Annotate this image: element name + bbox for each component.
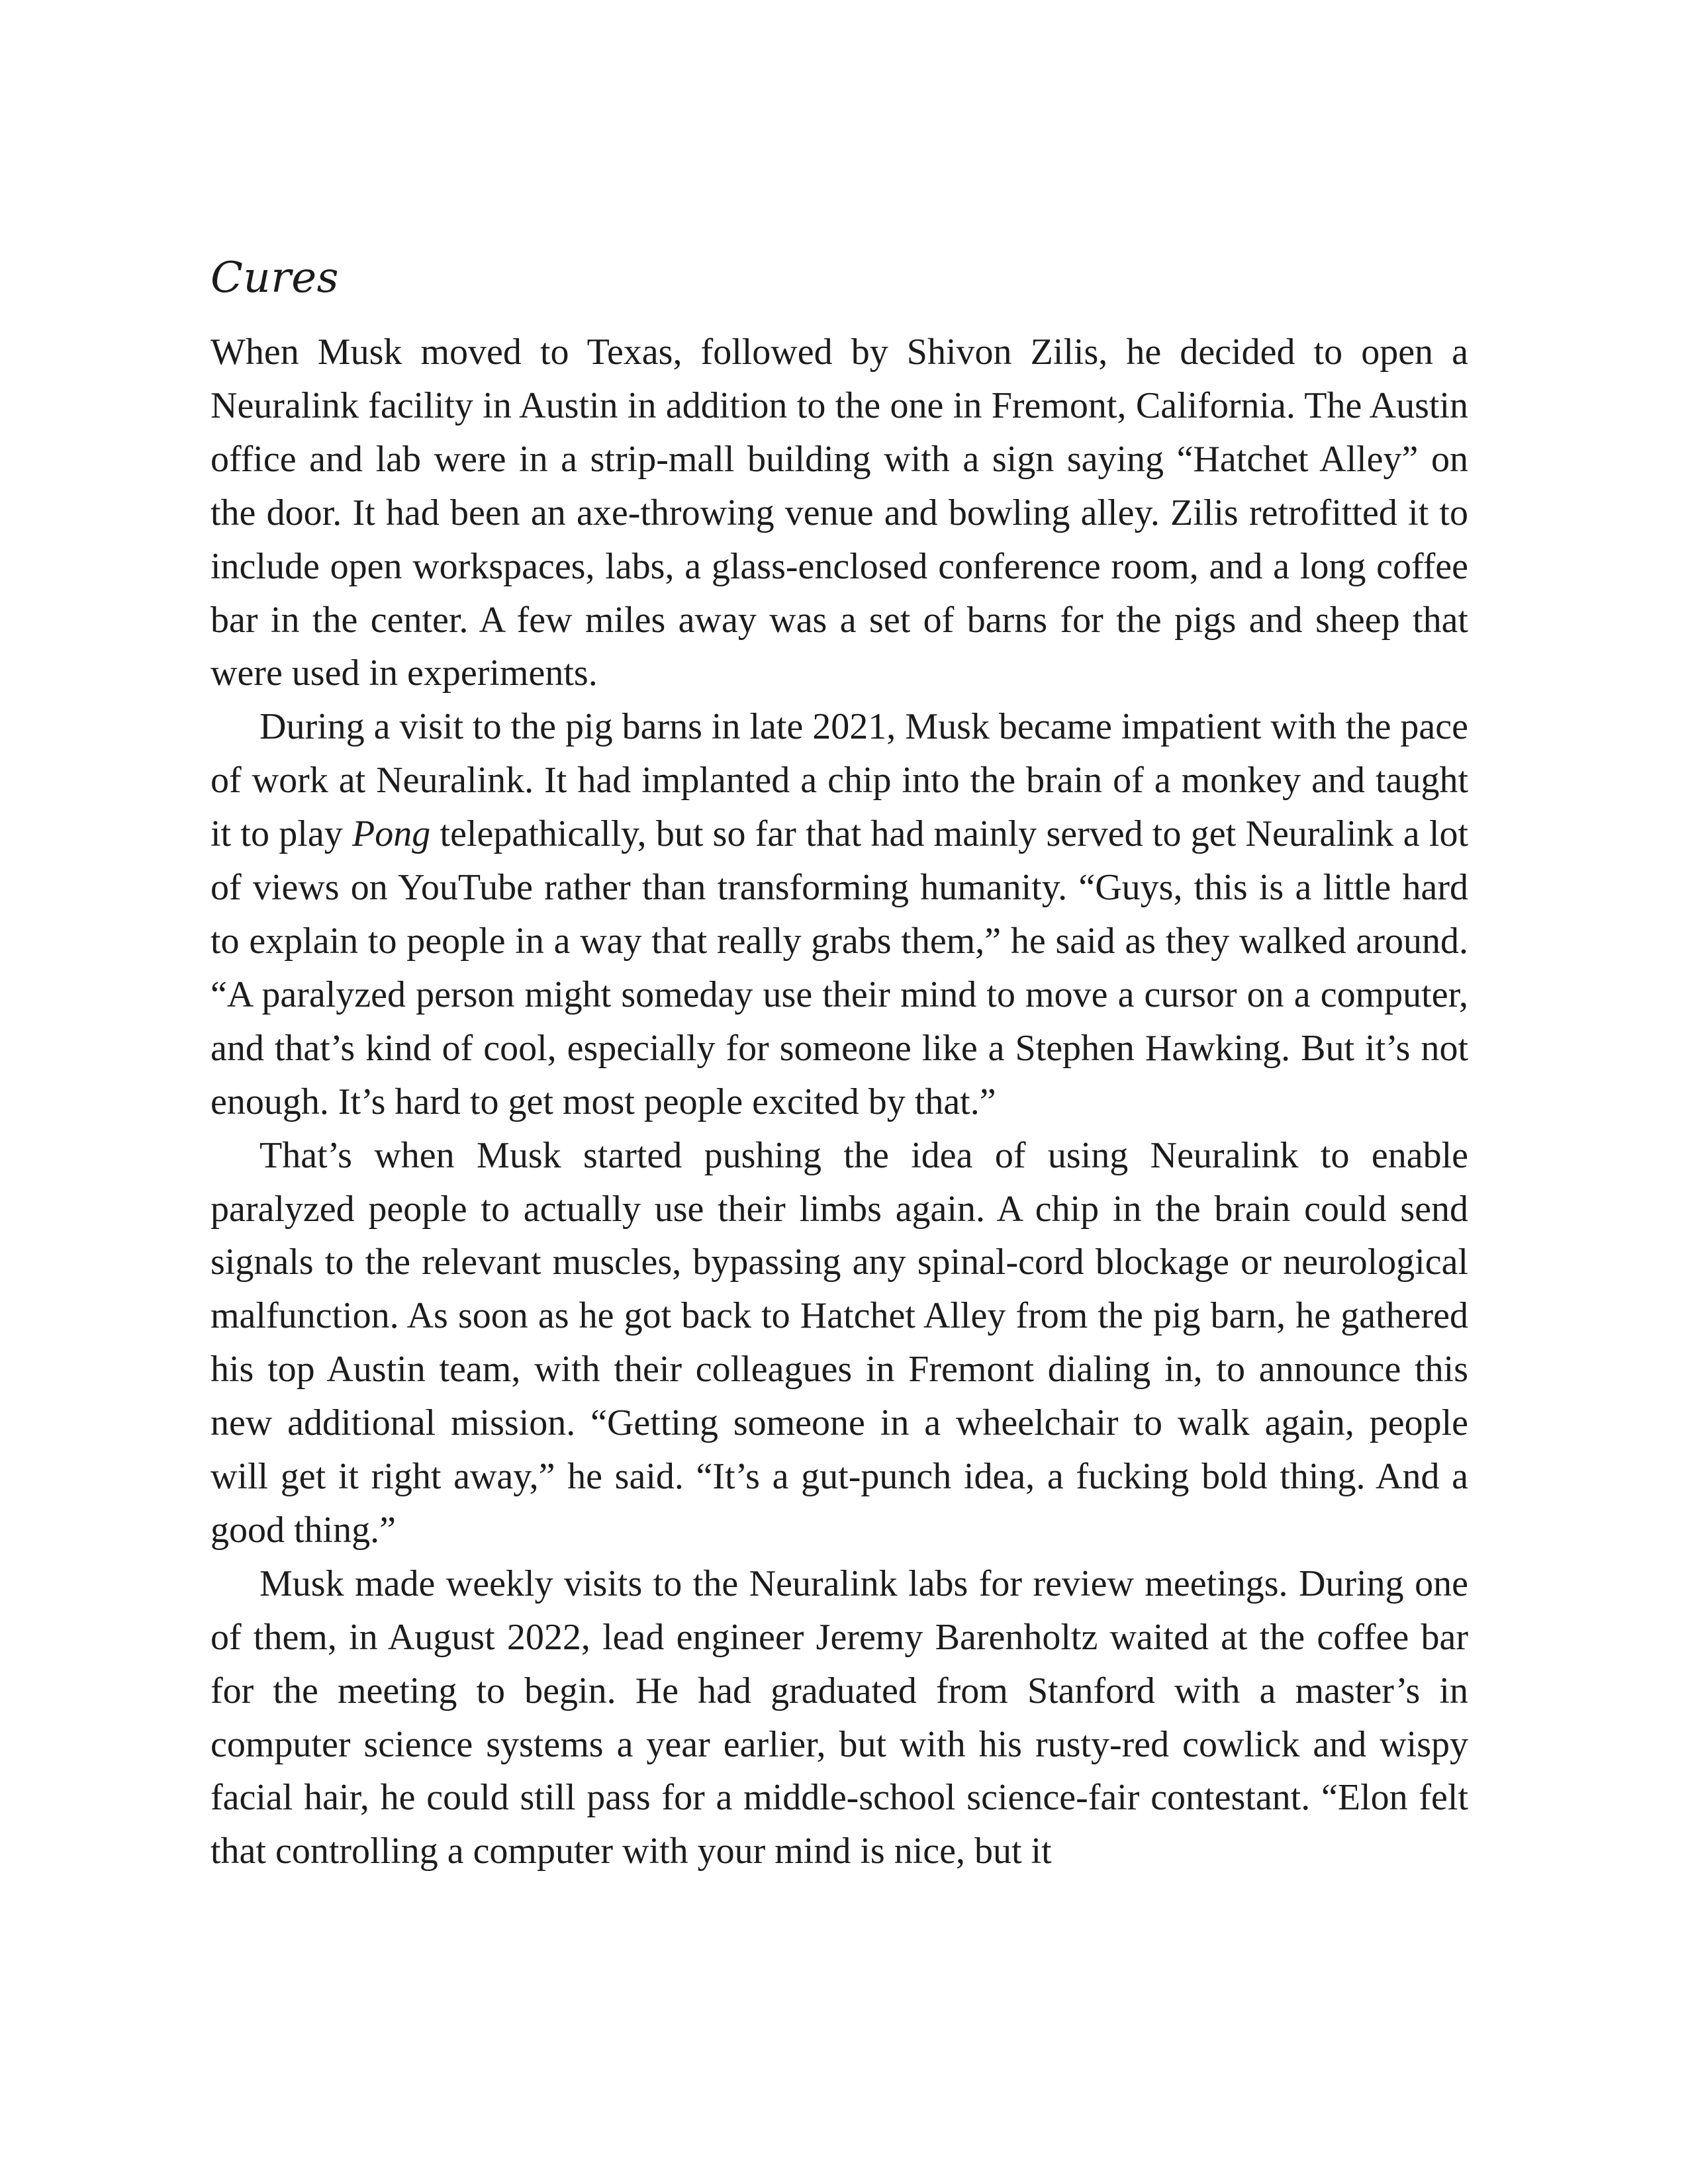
paragraph-2-text-after: telepathically, but so far that had mainly served to get Neuralink a lot of views on YouTube rather than transforming humanity. “Guys, this is a little hard to explain to people in a way that really grabs them,” he said as they walked around. “A paralyzed person might someday use their mind to move a cursor on a computer, and that’s kind of cool, especially for someone like a Stephen Hawking. But it’s not enough. It’s hard to get most people excited by that.” xyxy=(211,813,1468,1122)
book-page-body xyxy=(211,251,1468,1878)
paragraph-4: Musk made weekly visits to the Neuralink labs for review meetings. During one of them, in August 2022, lead engineer Jeremy Barenholtz waited at the coffee bar for the meeting to begin. He had graduated from Stanford with a master’s in computer science systems a year earlier, but with his rusty-red cowlick and wispy facial hair, he could still pass for a middle-school science-fair contestant. “Elon felt that controlling a computer with your mind is nice, but it xyxy=(211,1563,1468,1872)
paragraph-1: When Musk moved to Texas, followed by Shivon Zilis, he decided to open a Neuralink facility in Austin in addition to the one in Fremont, California. The Austin office and lab were in a strip-mall building with a sign saying “Hatchet Alley” on the door. It had been an axe-throwing venue and bowling alley. Zilis retrofitted it to include open workspaces, labs, a glass-enclosed conference room, and a long coffee bar in the center. A few miles away was a set of barns for the pigs and sheep that were used in experiments. xyxy=(211,332,1468,694)
paragraph-2 xyxy=(211,700,1468,1128)
paragraph-2-italic-title: Pong xyxy=(352,813,431,855)
paragraph-2-text-before: During a visit to the pig barns in late 2021, Musk became impatient with the pace of work at Neuralink. It had implanted a chip into the brain of a monkey and taught it to play xyxy=(211,706,1468,855)
section-title: Cures xyxy=(211,253,339,302)
paragraph-3: That’s when Musk started pushing the idea of using Neuralink to enable paralyzed people to actually use their limbs again. A chip in the brain could send signals to the relevant muscles, bypassing any spinal-cord blockage or neurological malfunction. As soon as he got back to Hatchet Alley from the pig barn, he gathered his top Austin team, with their colleagues in Fremont dialing in, to announce this new additional mission. “Getting someone in a wheelchair to walk again, people will get it right away,” he said. “It’s a gut-punch idea, a fucking bold thing. And a good thing.” xyxy=(211,1134,1468,1551)
